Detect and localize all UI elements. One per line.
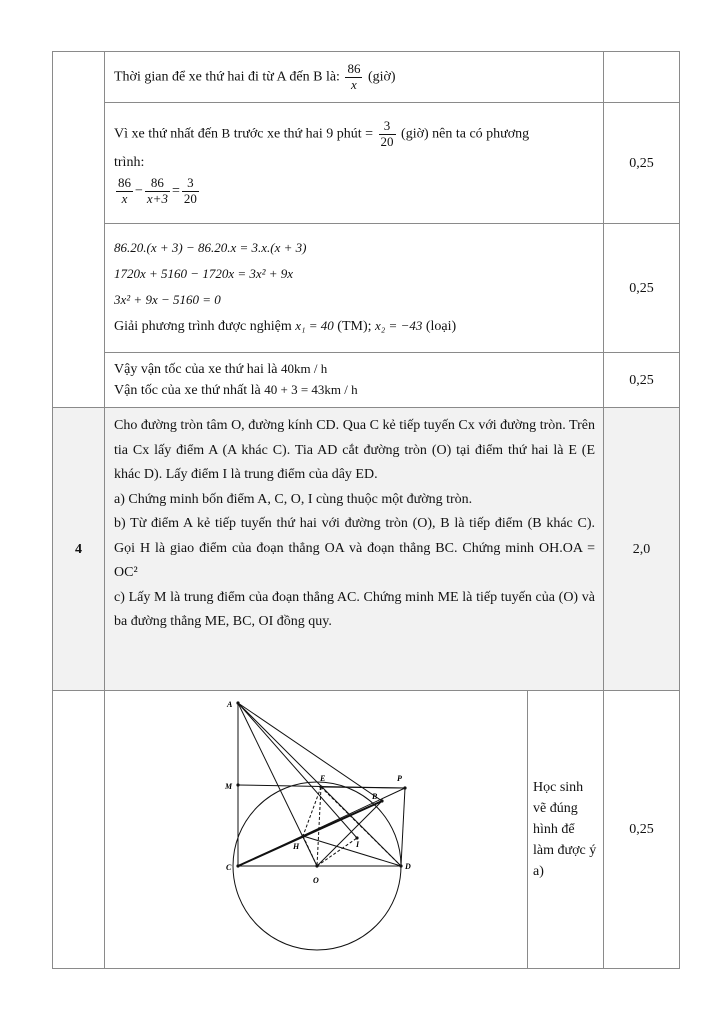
row-equation-setup bbox=[53, 103, 680, 224]
score-question-4: 2,0 bbox=[604, 408, 680, 691]
row-question-4 bbox=[53, 408, 680, 691]
label-p: P bbox=[397, 774, 402, 783]
solve-cell: 86.20.(x + 3) − 86.20.x = 3.x.(x + 3) 1720x + 5160 − 1720x = 3x² + 9x 3x² + 9x − 5160 = 0 Giải phương trình được nghiệm x₁ = 40 (TM); x₂ = −43 (loại) bbox=[105, 224, 604, 353]
label-c: C bbox=[226, 863, 232, 872]
score-solve: 0,25 bbox=[604, 224, 680, 353]
travel-time-unit: (giờ) bbox=[367, 69, 396, 85]
label-a: A bbox=[227, 700, 233, 709]
label-m: M bbox=[225, 782, 233, 791]
score-equation-setup: 0,25 bbox=[604, 103, 680, 224]
question-number-4: 4 bbox=[53, 408, 105, 691]
score-cell-empty bbox=[604, 52, 680, 103]
conclusion-cell: Vậy vận tốc của xe thứ hai là 40km / h Vận tốc của xe thứ nhất là 40 + 3 = 43km / h bbox=[105, 353, 604, 408]
figure-cell bbox=[105, 691, 528, 969]
equation: $\frac{86}{x}$ − $\frac{86}{x+3}$ = $\frac{3}{20}$ bbox=[118, 175, 197, 207]
score-conclusion: 0,25 bbox=[604, 353, 680, 408]
travel-time-fraction: $\frac{86}{x}$ bbox=[347, 60, 361, 92]
label-b: B bbox=[372, 792, 378, 801]
label-d: D bbox=[405, 862, 411, 871]
row-figure bbox=[53, 691, 680, 969]
travel-time-text: Thời gian để xe thứ hai đi từ A đến B là: bbox=[114, 69, 340, 85]
row-travel-time bbox=[53, 52, 680, 103]
label-i: I bbox=[356, 840, 360, 849]
equation-setup-cell: Vì xe thứ nhất đến B trước xe thứ hai 9 phút = $\frac{3}{20}$ (giờ) nên ta có phương trình: $\frac{86}{x}$ − $\frac{86}{x+3}$ = $\frac{3}{20}$ bbox=[105, 103, 604, 224]
figure-number-cell bbox=[53, 691, 105, 969]
row-conclusion bbox=[53, 353, 680, 408]
figure-note: Học sinh vẽ đúng hình để làm được ý a) bbox=[528, 691, 604, 969]
label-o: O bbox=[313, 876, 319, 885]
nine-minutes-fraction: $\frac{3}{20}$ bbox=[380, 117, 394, 149]
label-e: E bbox=[320, 774, 326, 783]
score-figure: 0,25 bbox=[604, 691, 680, 969]
question-number-cell-3 bbox=[53, 52, 105, 408]
question-4-text: Cho đường tròn tâm O, đường kính CD. Qua C kẻ tiếp tuyến Cx với đường tròn. Trên tia Cx lấy điểm A (A khác C). Tia AD cắt đường tròn (O) tại điểm thứ hai là E (E khác D). Lấy điểm I là trung điểm của dây ED. a) Chứng minh bốn điểm A, C, O, I cùng thuộc một đường tròn. b) Từ điểm A kẻ tiếp tuyến thứ hai với đường tròn (O), B là tiếp điểm (B khác C). Gọi H là giao điểm của đoạn thẳng OA và đoạn thẳng BC. Chứng minh OH.OA = OC² c) Lấy M là trung điểm của đoạn thẳng AC. Chứng minh ME là tiếp tuyến của (O) và ba đường thẳng ME, BC, OI đồng quy. bbox=[105, 408, 604, 691]
travel-time-cell bbox=[105, 52, 604, 103]
answer-table bbox=[52, 51, 680, 969]
label-h: H bbox=[293, 842, 300, 851]
geometry-figure bbox=[105, 691, 533, 961]
row-solve bbox=[53, 224, 680, 353]
